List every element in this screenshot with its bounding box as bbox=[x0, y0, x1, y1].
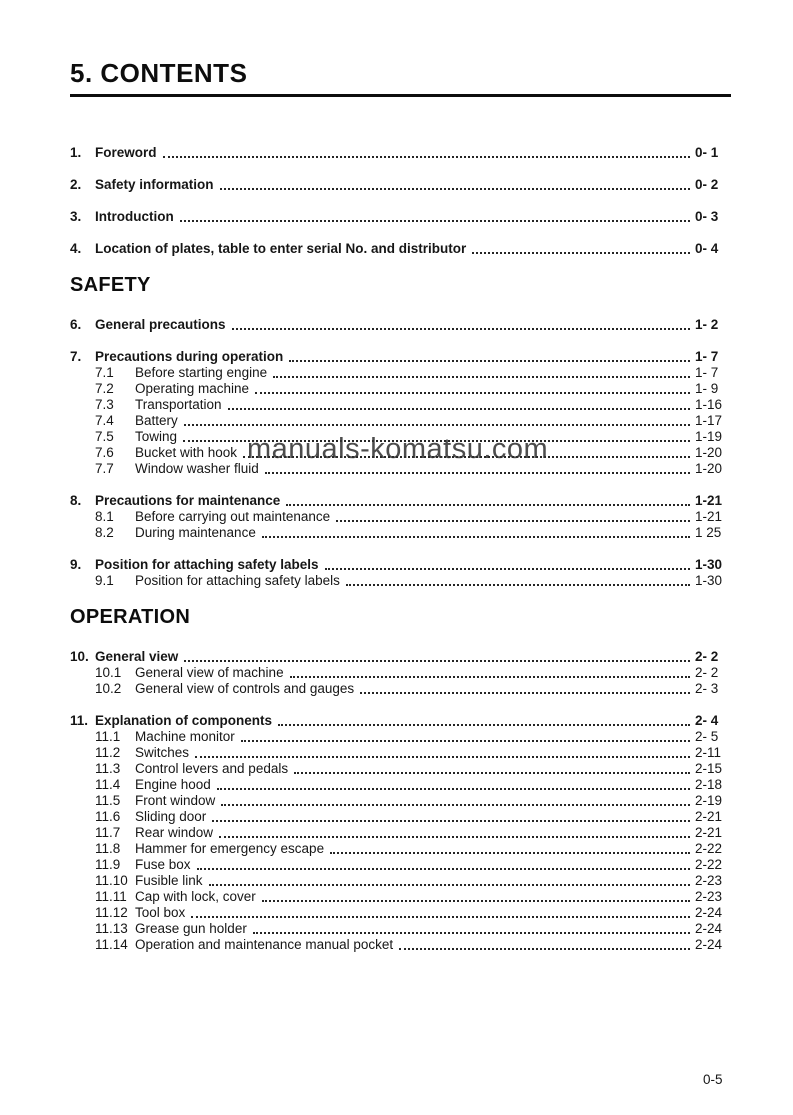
toc-entry bbox=[70, 825, 731, 841]
toc-entry bbox=[70, 761, 731, 777]
entry-number: 8.1 bbox=[95, 509, 114, 524]
page-content bbox=[70, 58, 731, 969]
toc-entry bbox=[70, 937, 731, 953]
entry-number: 11.3 bbox=[95, 761, 121, 776]
entry-label: Cap with lock, cover bbox=[135, 889, 256, 904]
entry-number: 11.10 bbox=[95, 873, 128, 888]
entry-label: Bucket with hook bbox=[135, 445, 238, 460]
entry-page-number: 2-15 bbox=[695, 761, 723, 776]
entry-number: 11.11 bbox=[95, 889, 127, 904]
toc-entry bbox=[70, 713, 731, 729]
entry-page-number: 2-21 bbox=[695, 825, 723, 840]
toc-block bbox=[70, 317, 731, 333]
entry-page-number: 1-16 bbox=[695, 397, 723, 412]
entry-number: 6. bbox=[70, 317, 82, 332]
entry-number: 11.13 bbox=[95, 921, 128, 936]
entry-page-number: 2- 2 bbox=[695, 665, 719, 680]
entry-page-number: 1-20 bbox=[695, 461, 723, 476]
entry-page-number: 2- 4 bbox=[695, 713, 719, 728]
entry-page-number: 2-23 bbox=[695, 889, 723, 904]
entry-page-number: 2-22 bbox=[695, 857, 723, 872]
entry-label: Grease gun holder bbox=[135, 921, 247, 936]
entry-page-number: 1- 2 bbox=[695, 317, 719, 332]
dot-leader bbox=[290, 676, 690, 678]
entry-number: 11.6 bbox=[95, 809, 121, 824]
dot-leader bbox=[217, 788, 690, 790]
entry-page-number: 1- 7 bbox=[695, 365, 719, 380]
toc-block bbox=[70, 713, 731, 953]
toc-entry bbox=[70, 241, 731, 257]
dot-leader bbox=[265, 472, 690, 474]
toc-entry bbox=[70, 397, 731, 413]
entry-number: 7.3 bbox=[95, 397, 114, 412]
entry-page-number: 2-11 bbox=[695, 745, 722, 760]
toc-entry bbox=[70, 665, 731, 681]
toc-block bbox=[70, 349, 731, 477]
entry-page-number: 1-19 bbox=[695, 429, 723, 444]
toc-entry bbox=[70, 729, 731, 745]
entry-label: Tool box bbox=[135, 905, 186, 920]
entry-label: Sliding door bbox=[135, 809, 207, 824]
footer-page-number: 0-5 bbox=[703, 1072, 723, 1087]
entry-number: 4. bbox=[70, 241, 82, 256]
entry-label: General precautions bbox=[95, 317, 226, 332]
toc-entry bbox=[70, 509, 731, 525]
toc-block bbox=[70, 241, 731, 257]
entry-number: 3. bbox=[70, 209, 82, 224]
toc-block bbox=[70, 493, 731, 541]
entry-number: 2. bbox=[70, 177, 82, 192]
entry-label: Switches bbox=[135, 745, 190, 760]
entry-label: Before starting engine bbox=[135, 365, 268, 380]
entry-number: 11.1 bbox=[95, 729, 121, 744]
toc-entry bbox=[70, 649, 731, 665]
entry-number: 11. bbox=[70, 713, 89, 728]
dot-leader bbox=[183, 440, 690, 442]
entry-page-number: 2-24 bbox=[695, 905, 723, 920]
entry-number: 7. bbox=[70, 349, 82, 364]
toc-entry bbox=[70, 525, 731, 541]
dot-leader bbox=[195, 756, 690, 758]
entry-page-number: 1-17 bbox=[695, 413, 723, 428]
entry-number: 11.14 bbox=[95, 937, 128, 952]
entry-number: 10.2 bbox=[95, 681, 122, 696]
dot-leader bbox=[286, 504, 690, 506]
dot-leader bbox=[262, 900, 690, 902]
entry-number: 7.2 bbox=[95, 381, 114, 396]
toc-entry bbox=[70, 745, 731, 761]
entry-page-number: 1 25 bbox=[695, 525, 722, 540]
entry-label: Transportation bbox=[135, 397, 222, 412]
entry-page-number: 1-21 bbox=[695, 493, 723, 508]
toc-entry bbox=[70, 493, 731, 509]
entry-label: General view of machine bbox=[135, 665, 284, 680]
dot-leader bbox=[330, 852, 690, 854]
entry-page-number: 1-30 bbox=[695, 557, 723, 572]
entry-label: Position for attaching safety labels bbox=[95, 557, 319, 572]
dot-leader bbox=[221, 804, 690, 806]
entry-page-number: 1-20 bbox=[695, 445, 723, 460]
toc-entry bbox=[70, 209, 731, 225]
dot-leader bbox=[184, 660, 690, 662]
entry-number: 9. bbox=[70, 557, 82, 572]
entry-label: During maintenance bbox=[135, 525, 256, 540]
entry-label: Fuse box bbox=[135, 857, 191, 872]
dot-leader bbox=[197, 868, 690, 870]
entry-number: 11.2 bbox=[95, 745, 121, 760]
toc-block bbox=[70, 145, 731, 161]
entry-number: 11.7 bbox=[95, 825, 121, 840]
entry-number: 1. bbox=[70, 145, 82, 160]
entry-label: Towing bbox=[135, 429, 178, 444]
entry-number: 7.6 bbox=[95, 445, 114, 460]
toc-block bbox=[70, 557, 731, 589]
table-of-contents bbox=[70, 145, 731, 953]
entry-label: General view bbox=[95, 649, 179, 664]
dot-leader bbox=[273, 376, 690, 378]
entry-number: 11.12 bbox=[95, 905, 128, 920]
dot-leader bbox=[278, 724, 690, 726]
entry-number: 11.4 bbox=[95, 777, 121, 792]
toc-block bbox=[70, 649, 731, 697]
dot-leader bbox=[360, 692, 690, 694]
watermark-text: manuals-komatsu.com bbox=[247, 433, 549, 465]
entry-page-number: 2-18 bbox=[695, 777, 723, 792]
entry-page-number: 1- 7 bbox=[695, 349, 719, 364]
dot-leader bbox=[346, 584, 690, 586]
dot-leader bbox=[243, 456, 690, 458]
toc-entry bbox=[70, 349, 731, 365]
dot-leader bbox=[262, 536, 690, 538]
entry-page-number: 2-22 bbox=[695, 841, 723, 856]
entry-page-number: 1-21 bbox=[695, 509, 723, 524]
toc-entry bbox=[70, 317, 731, 333]
dot-leader bbox=[294, 772, 690, 774]
entry-page-number: 0- 3 bbox=[695, 209, 719, 224]
entry-label: Introduction bbox=[95, 209, 174, 224]
entry-page-number: 0- 4 bbox=[695, 241, 719, 256]
entry-label: Engine hood bbox=[135, 777, 211, 792]
toc-entry bbox=[70, 873, 731, 889]
toc-entry bbox=[70, 905, 731, 921]
toc-entry bbox=[70, 573, 731, 589]
toc-entry bbox=[70, 145, 731, 161]
toc-entry bbox=[70, 461, 731, 477]
entry-number: 7.1 bbox=[95, 365, 114, 380]
entry-number: 7.4 bbox=[95, 413, 114, 428]
toc-entry bbox=[70, 841, 731, 857]
entry-label: Fusible link bbox=[135, 873, 203, 888]
entry-page-number: 2-24 bbox=[695, 937, 723, 952]
toc-block bbox=[70, 209, 731, 225]
dot-leader bbox=[289, 360, 690, 362]
entry-page-number: 1- 9 bbox=[695, 381, 719, 396]
entry-page-number: 2- 2 bbox=[695, 649, 719, 664]
toc-entry bbox=[70, 429, 731, 445]
dot-leader bbox=[228, 408, 690, 410]
dot-leader bbox=[399, 948, 690, 950]
dot-leader bbox=[180, 220, 690, 222]
toc-entry bbox=[70, 381, 731, 397]
dot-leader bbox=[472, 252, 690, 254]
dot-leader bbox=[191, 916, 690, 918]
dot-leader bbox=[255, 392, 690, 394]
dot-leader bbox=[253, 932, 690, 934]
entry-label: Hammer for emergency escape bbox=[135, 841, 325, 856]
entry-label: Machine monitor bbox=[135, 729, 235, 744]
entry-page-number: 2-21 bbox=[695, 809, 723, 824]
toc-entry bbox=[70, 921, 731, 937]
dot-leader bbox=[219, 836, 690, 838]
section-heading-operation: OPERATION bbox=[70, 606, 191, 628]
entry-number: 11.8 bbox=[95, 841, 121, 856]
dot-leader bbox=[212, 820, 690, 822]
entry-page-number: 0- 1 bbox=[695, 145, 719, 160]
entry-label: Position for attaching safety labels bbox=[135, 573, 340, 588]
entry-label: Location of plates, table to enter serial No. and distributor bbox=[95, 241, 467, 256]
entry-label: Precautions during operation bbox=[95, 349, 284, 364]
entry-label: Window washer fluid bbox=[135, 461, 259, 476]
entry-number: 9.1 bbox=[95, 573, 114, 588]
entry-number: 11.9 bbox=[95, 857, 121, 872]
entry-label: Operation and maintenance manual pocket bbox=[135, 937, 394, 952]
entry-label: Safety information bbox=[95, 177, 214, 192]
entry-page-number: 2-24 bbox=[695, 921, 723, 936]
entry-page-number: 2-23 bbox=[695, 873, 723, 888]
section-heading-safety: SAFETY bbox=[70, 274, 151, 296]
dot-leader bbox=[232, 328, 690, 330]
entry-label: Front window bbox=[135, 793, 216, 808]
toc-entry bbox=[70, 557, 731, 573]
dot-leader bbox=[220, 188, 690, 190]
toc-entry bbox=[70, 177, 731, 193]
dot-leader bbox=[325, 568, 690, 570]
entry-page-number: 2- 5 bbox=[695, 729, 719, 744]
toc-entry bbox=[70, 365, 731, 381]
entry-label: Precautions for maintenance bbox=[95, 493, 281, 508]
toc-entry bbox=[70, 889, 731, 905]
entry-label: General view of controls and gauges bbox=[135, 681, 355, 696]
entry-page-number: 2- 3 bbox=[695, 681, 719, 696]
toc-block bbox=[70, 177, 731, 193]
toc-entry bbox=[70, 681, 731, 697]
entry-number: 7.5 bbox=[95, 429, 114, 444]
entry-page-number: 2-19 bbox=[695, 793, 723, 808]
entry-label: Operating machine bbox=[135, 381, 250, 396]
toc-entry bbox=[70, 793, 731, 809]
toc-entry bbox=[70, 857, 731, 873]
entry-label: Control levers and pedals bbox=[135, 761, 289, 776]
toc-entry bbox=[70, 809, 731, 825]
entry-label: Rear window bbox=[135, 825, 214, 840]
entry-label: Battery bbox=[135, 413, 178, 428]
entry-number: 7.7 bbox=[95, 461, 114, 476]
dot-leader bbox=[241, 740, 690, 742]
entry-label: Before carrying out maintenance bbox=[135, 509, 331, 524]
toc-entry bbox=[70, 413, 731, 429]
dot-leader bbox=[336, 520, 690, 522]
dot-leader bbox=[209, 884, 690, 886]
entry-number: 10.1 bbox=[95, 665, 122, 680]
toc-entry bbox=[70, 445, 731, 461]
entry-number: 11.5 bbox=[95, 793, 121, 808]
entry-number: 10. bbox=[70, 649, 89, 664]
entry-page-number: 1-30 bbox=[695, 573, 723, 588]
entry-label: Explanation of components bbox=[95, 713, 273, 728]
entry-page-number: 0- 2 bbox=[695, 177, 719, 192]
dot-leader bbox=[163, 156, 690, 158]
entry-label: Foreword bbox=[95, 145, 157, 160]
dot-leader bbox=[184, 424, 690, 426]
toc-entry bbox=[70, 777, 731, 793]
page-title: 5. CONTENTS bbox=[70, 58, 731, 97]
entry-number: 8. bbox=[70, 493, 82, 508]
entry-number: 8.2 bbox=[95, 525, 114, 540]
